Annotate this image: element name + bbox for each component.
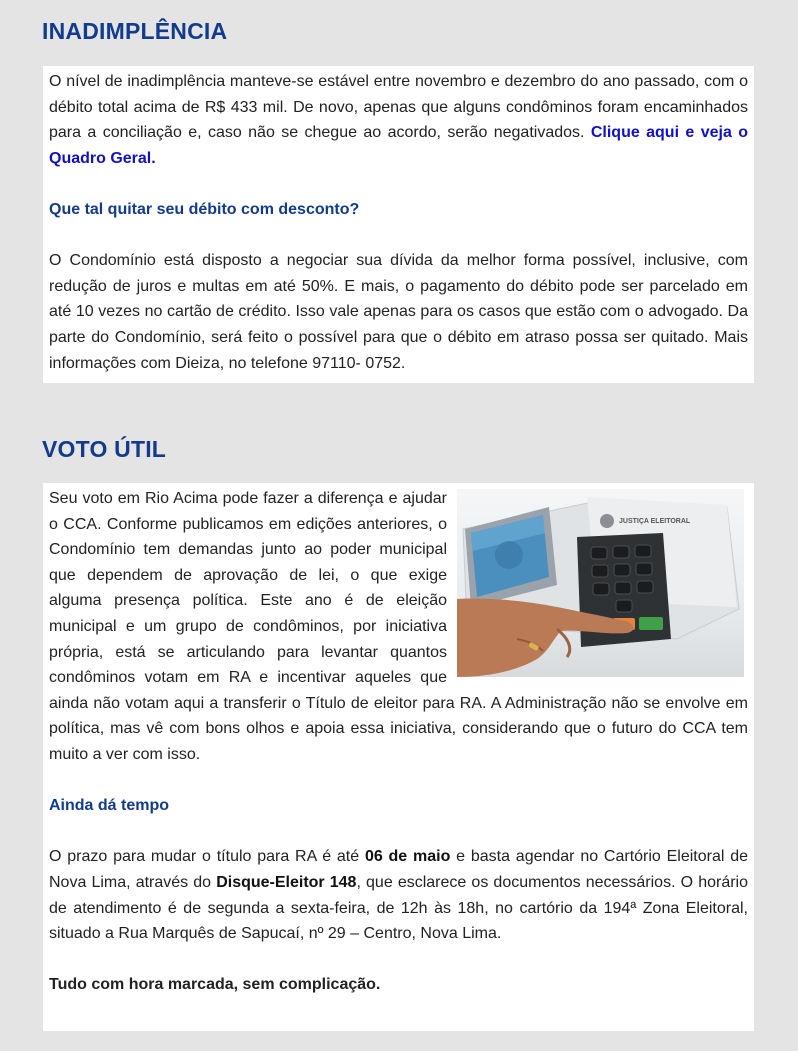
prazo-text-a: O prazo para mudar o título para RA é até — [49, 848, 365, 866]
prazo-data: 06 de maio — [364, 848, 451, 866]
voto-box — [43, 483, 754, 1031]
inadimplencia-text: O nível de inadimplência manteve-se estável entre novembro e dezembro do ano passado, com o débito total acima de R$ 433 mil. De novo, apenas que alguns condôminos foram encaminhados para a conciliação e, caso não se chegue ao acordo, serão negativados. — [49, 73, 748, 142]
prazo-paragraph — [49, 844, 748, 946]
inadimplencia-paragraph — [49, 69, 748, 171]
disque-eleitor: Disque-Eleitor 148 — [216, 873, 357, 891]
section-title-voto-util: VOTO ÚTIL — [42, 436, 167, 462]
inadimplencia-box — [43, 66, 754, 383]
voting-machine-photo — [457, 489, 744, 677]
voto-paragraph: Seu voto em Rio Acima pode fazer a diferença e ajudar o CCA. Conforme publicamos em edições anteriores, o Condomínio tem demandas junto ao poder municipal que dependem de aprovação de lei, o que exige alguma presença política. Este ano é de eleição municipal e um grupo de condôminos, por iniciativa própria, está se articulando para levantar quantos condôminos votam em RA e incentivar aqueles que ainda não votam aqui a transferir o Título de eleitor para RA. A Administração não se envolve em política, mas vê com bons olhos e apoia essa iniciativa, considerando que o futuro do CCA tem muito a ver com isso. — [49, 490, 748, 763]
machine-label: JUSTIÇA ELEITORAL — [619, 518, 691, 525]
section-title-inadimplencia: INADIMPLÊNCIA — [42, 18, 228, 44]
desconto-subtitle: Que tal quitar seu débito com desconto? — [49, 200, 360, 218]
voting-machine-illustration — [457, 489, 744, 677]
prazo-text-c: e basta agendar no Cartório Eleitoral de Nova Lima, através do — [49, 848, 749, 891]
quadro-geral-link[interactable]: Clique aqui e veja o Quadro Geral. — [49, 124, 748, 167]
prazo-text-e: , que esclarece os documentos necessários. O horário de atendimento é de segunda a sexta-feira, de 12h às 18h, no cartório da 194ª Zona Eleitoral, situado a Rua Marquês de Sapucaí, nº 29 – Centro, Nova Lima. — [49, 873, 748, 943]
desconto-paragraph: O Condomínio está disposto a negociar sua dívida da melhor forma possível, inclusive, com redução de juros e multas em até 50%. E mais, o pagamento do débito pode ser parcelado em até 10 vezes no cartão de crédito. Isso vale apenas para os casos que estão com o advogado. Da parte do Condomínio, será feito o possível para que o débito em atraso possa ser quitado. Mais informações com Dieiza, no telefone 97110- 0752. — [49, 252, 748, 372]
ainda-da-tempo-subtitle: Ainda dá tempo — [49, 797, 170, 815]
final-note: Tudo com hora marcada, sem complicação. — [49, 976, 381, 994]
